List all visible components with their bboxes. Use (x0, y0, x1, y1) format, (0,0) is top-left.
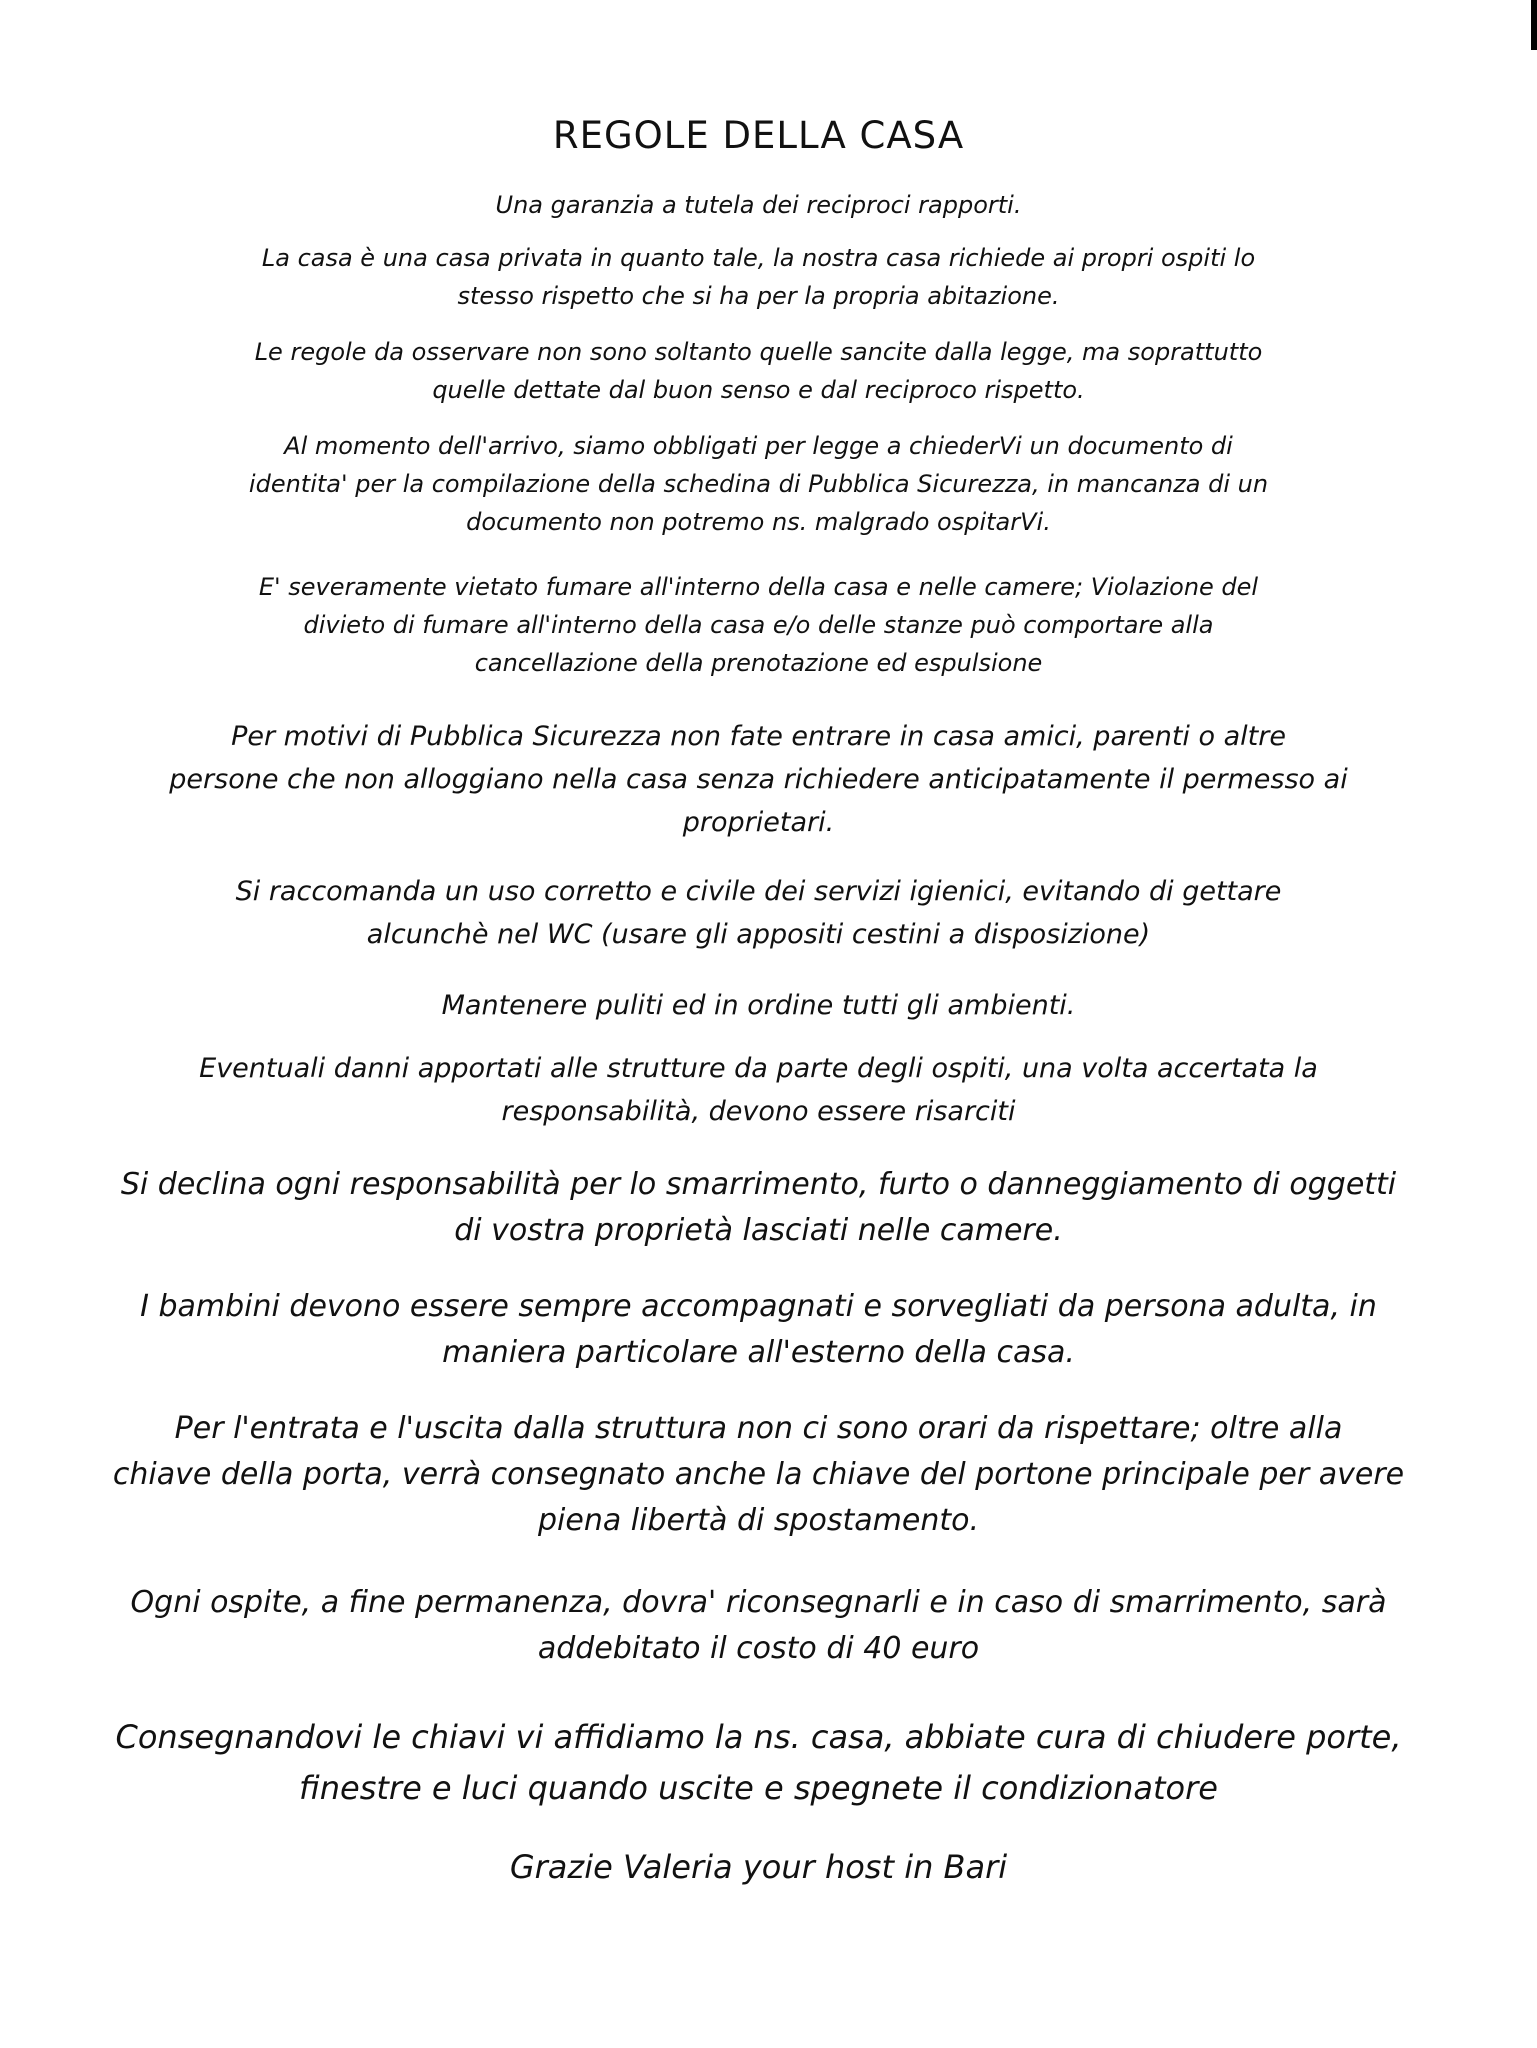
paragraph-damages: Eventuali danni apportati alle strutture da parte degli ospiti, una volta accertata la responsabilità, devono essere risarciti (199, 1053, 1318, 1127)
paragraph-house-care: Consegnandovi le chiavi vi affidiamo la ns. casa, abbiate cura di chiudere porte, finestre e luci quando uscite e spegnete il condizionatore (115, 1718, 1402, 1807)
paragraph-identity-document: Al momento dell'arrivo, siamo obbligati per legge a chiederVi un documento di identita' per la compilazione della schedina di Pubblica Sicurezza, in mancanza di un documento non potremo ns. malgrado ospitarVi. (248, 432, 1269, 536)
paragraph-entry-exit: Per l'entrata e l'uscita dalla struttura non ci sono orari da rispettare; oltre alla chiave della porta, verrà consegnato anche la chiave del portone principale per avere piena libertà di spostamento. (112, 1411, 1405, 1538)
paragraph-private-house: La casa è una casa privata in quanto tale, la nostra casa richiede ai propri ospiti lo stesso rispetto che si ha per la propria abitazione. (261, 244, 1256, 310)
paragraph-liability: Si declina ogni responsabilità per lo smarrimento, furto o danneggiamento di oggetti di vostra proprietà lasciati nelle camere. (120, 1167, 1397, 1248)
paragraph-subtitle: Una garanzia a tutela dei reciproci rapporti. (495, 191, 1022, 219)
paragraph-no-smoking: E' severamente vietato fumare all'interno della casa e nelle camere; Violazione del divieto di fumare all'interno della casa e/o delle stanze può comportare alla cancellazione della prenotazione ed espulsione (258, 573, 1259, 677)
paragraph-children: I bambini devono essere sempre accompagnati e sorvegliati da persona adulta, in maniera particolare all'esterno della casa. (140, 1289, 1377, 1370)
paragraph-return-keys: Ogni ospite, a fine permanenza, dovra' riconsegnarli e in caso di smarrimento, sarà addebitato il costo di 40 euro (130, 1585, 1387, 1666)
scan-edge-mark (1531, 0, 1537, 50)
paragraph-no-visitors: Per motivi di Pubblica Sicurezza non fate entrare in casa amici, parenti o altre persone che non alloggiano nella casa senza richiedere anticipatamente il permesso ai proprietari. (169, 721, 1348, 838)
paragraph-bathroom: Si raccomanda un uso corretto e civile dei servizi igienici, evitando di gettare alcunchè nel WC (usare gli appositi cestini a disposizione) (235, 876, 1282, 950)
page-title: REGOLE DELLA CASA (552, 114, 965, 157)
paragraph-signature: Grazie Valeria your host in Bari (509, 1848, 1008, 1886)
paragraph-cleanliness: Mantenere puliti ed in ordine tutti gli ambienti. (441, 990, 1076, 1021)
paragraph-rules-common-sense: Le regole da osservare non sono soltanto quelle sancite dalla legge, ma soprattutto quelle dettate dal buon senso e dal reciproco rispetto. (254, 338, 1263, 404)
